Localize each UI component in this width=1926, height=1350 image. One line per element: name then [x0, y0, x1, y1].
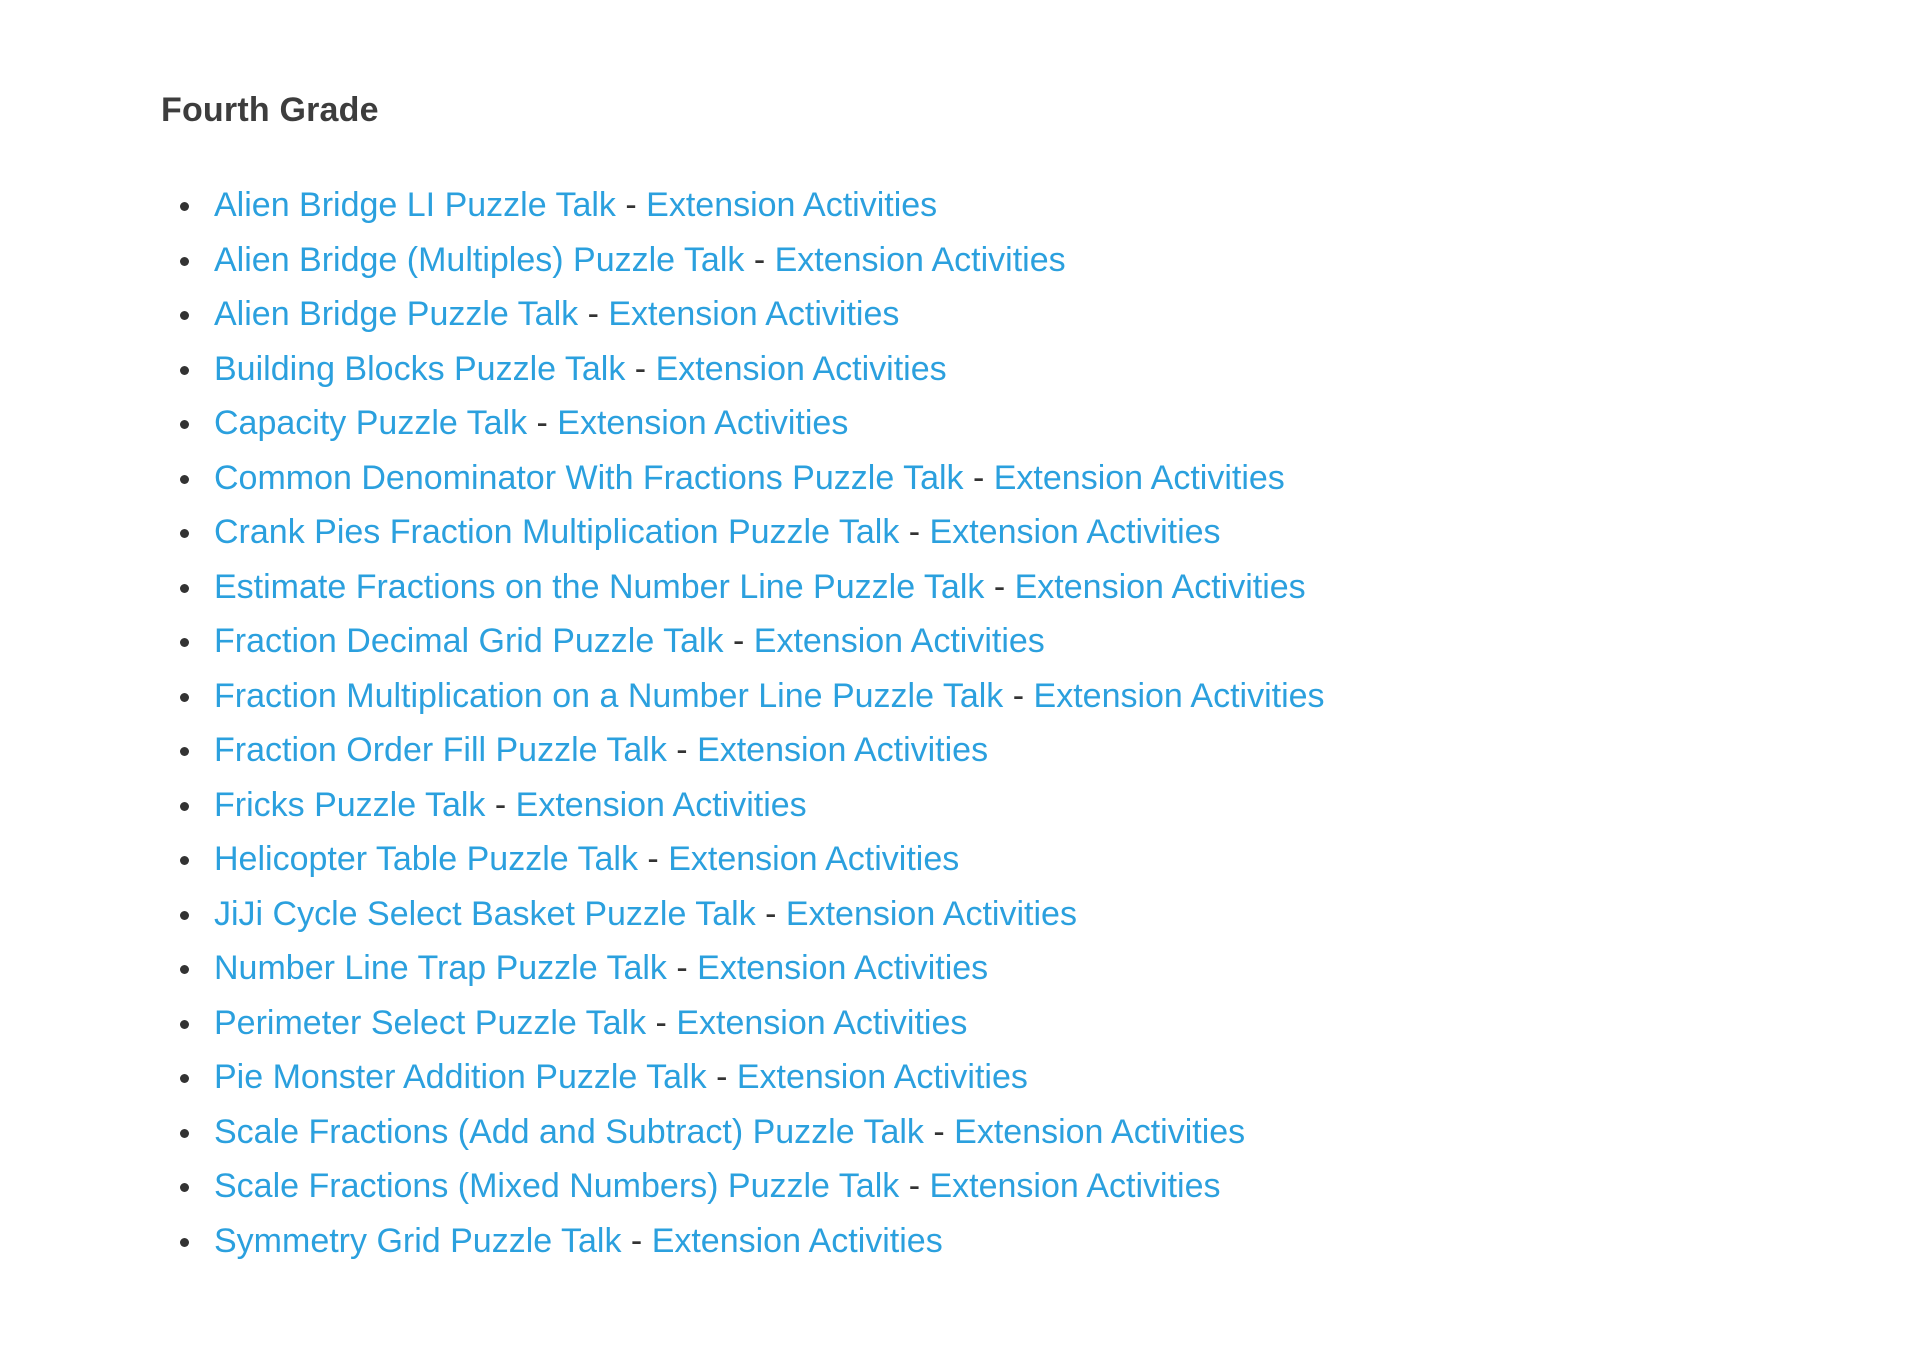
extension-activities-link[interactable]: Extension Activities	[697, 949, 989, 987]
puzzle-talk-link[interactable]: Perimeter Select Puzzle Talk	[214, 1003, 647, 1042]
separator: -	[625, 349, 656, 388]
puzzle-talk-link[interactable]: Scale Fractions (Mixed Numbers) Puzzle Talk	[214, 1167, 900, 1205]
list-item	[214, 396, 1926, 451]
bullet-icon	[180, 475, 189, 484]
bullet-icon	[180, 747, 189, 756]
list-item	[214, 1105, 1926, 1160]
section-title: Fourth Grade	[161, 91, 379, 129]
separator: -	[646, 1003, 677, 1042]
list-item	[214, 669, 1926, 724]
separator: -	[755, 894, 786, 933]
separator: -	[621, 1221, 652, 1260]
list-item	[214, 832, 1926, 887]
separator: -	[984, 567, 1015, 606]
puzzle-talk-link[interactable]: Pie Monster Addition Puzzle Talk	[214, 1058, 707, 1096]
separator: -	[744, 240, 775, 279]
separator: -	[485, 785, 516, 824]
separator: -	[899, 513, 930, 551]
bullet-icon	[180, 366, 189, 375]
list-item	[214, 560, 1926, 615]
puzzle-talk-link[interactable]: Fraction Decimal Grid Puzzle Talk	[214, 622, 724, 660]
extension-activities-link[interactable]: Extension Activities	[676, 1003, 968, 1042]
extension-activities-link[interactable]: Extension Activities	[646, 186, 938, 224]
separator: -	[666, 731, 698, 769]
bullet-icon	[180, 1238, 189, 1247]
extension-activities-link[interactable]: Extension Activities	[697, 731, 989, 769]
bullet-icon	[180, 257, 189, 266]
extension-activities-link[interactable]: Extension Activities	[993, 458, 1285, 497]
bullet-icon	[180, 1183, 189, 1192]
list-item	[214, 887, 1926, 942]
extension-activities-link[interactable]: Extension Activities	[954, 1112, 1246, 1151]
separator: -	[963, 458, 994, 497]
puzzle-talk-link[interactable]: Common Denominator With Fractions Puzzle Talk	[214, 458, 964, 497]
puzzle-talk-link[interactable]: Estimate Fractions on the Number Line Puzzle Talk	[214, 567, 985, 606]
list-item	[214, 178, 1926, 233]
bullet-icon	[180, 856, 189, 865]
separator: -	[578, 295, 609, 333]
puzzle-talk-link[interactable]: Alien Bridge LI Puzzle Talk	[214, 186, 616, 224]
list-item	[214, 723, 1926, 778]
bullet-icon	[180, 584, 189, 593]
separator: -	[666, 949, 698, 987]
puzzle-talk-list	[161, 178, 1926, 1268]
bullet-icon	[180, 802, 189, 811]
puzzle-talk-link[interactable]: Building Blocks Puzzle Talk	[214, 349, 626, 388]
puzzle-talk-link[interactable]: JiJi Cycle Select Basket Puzzle Talk	[214, 894, 756, 933]
extension-activities-link[interactable]: Extension Activities	[668, 840, 960, 878]
list-item	[214, 941, 1926, 996]
extension-activities-link[interactable]: Extension Activities	[608, 295, 900, 333]
extension-activities-link[interactable]: Extension Activities	[929, 1167, 1221, 1205]
separator: -	[527, 404, 558, 442]
separator: -	[1003, 676, 1034, 715]
separator: -	[706, 1058, 737, 1096]
list-item	[214, 614, 1926, 669]
puzzle-talk-link[interactable]: Helicopter Table Puzzle Talk	[214, 840, 638, 878]
extension-activities-link[interactable]: Extension Activities	[774, 240, 1066, 279]
list-item	[214, 996, 1926, 1051]
extension-activities-link[interactable]: Extension Activities	[929, 513, 1221, 551]
bullet-icon	[180, 911, 189, 920]
bullet-icon	[180, 202, 189, 211]
extension-activities-link[interactable]: Extension Activities	[785, 894, 1077, 933]
bullet-icon	[180, 1129, 189, 1138]
puzzle-talk-link[interactable]: Crank Pies Fraction Multiplication Puzzle Talk	[214, 513, 900, 551]
bullet-icon	[180, 693, 189, 702]
bullet-icon	[180, 420, 189, 429]
list-item	[214, 1214, 1926, 1269]
separator: -	[637, 840, 669, 878]
extension-activities-link[interactable]: Extension Activities	[655, 349, 947, 388]
list-item	[214, 342, 1926, 397]
puzzle-talk-link[interactable]: Fraction Multiplication on a Number Line Puzzle Talk	[214, 676, 1004, 715]
list-item	[214, 451, 1926, 506]
puzzle-talk-link[interactable]: Number Line Trap Puzzle Talk	[214, 949, 667, 987]
separator: -	[615, 186, 647, 224]
puzzle-talk-link[interactable]: Symmetry Grid Puzzle Talk	[214, 1221, 622, 1260]
bullet-icon	[180, 1020, 189, 1029]
puzzle-talk-link[interactable]: Fricks Puzzle Talk	[214, 785, 486, 824]
extension-activities-link[interactable]: Extension Activities	[1014, 567, 1306, 606]
extension-activities-link[interactable]: Extension Activities	[651, 1221, 943, 1260]
list-item	[214, 505, 1926, 560]
list-item	[214, 1159, 1926, 1214]
extension-activities-link[interactable]: Extension Activities	[753, 622, 1045, 660]
list-item	[214, 233, 1926, 288]
extension-activities-link[interactable]: Extension Activities	[515, 785, 807, 824]
extension-activities-link[interactable]: Extension Activities	[736, 1058, 1028, 1096]
puzzle-talk-link[interactable]: Capacity Puzzle Talk	[214, 404, 528, 442]
separator: -	[923, 1112, 955, 1151]
bullet-icon	[180, 1074, 189, 1083]
puzzle-talk-link[interactable]: Fraction Order Fill Puzzle Talk	[214, 731, 667, 769]
list-item	[214, 287, 1926, 342]
puzzle-talk-link[interactable]: Alien Bridge (Multiples) Puzzle Talk	[214, 240, 745, 279]
separator: -	[899, 1167, 930, 1205]
puzzle-talk-link[interactable]: Alien Bridge Puzzle Talk	[214, 295, 579, 333]
bullet-icon	[180, 638, 189, 647]
bullet-icon	[180, 965, 189, 974]
extension-activities-link[interactable]: Extension Activities	[1033, 676, 1325, 715]
puzzle-talk-link[interactable]: Scale Fractions (Add and Subtract) Puzzle Talk	[214, 1112, 924, 1151]
bullet-icon	[180, 529, 189, 538]
bullet-icon	[180, 311, 189, 320]
extension-activities-link[interactable]: Extension Activities	[557, 404, 849, 442]
separator: -	[723, 622, 754, 660]
list-item	[214, 778, 1926, 833]
list-item	[214, 1050, 1926, 1105]
